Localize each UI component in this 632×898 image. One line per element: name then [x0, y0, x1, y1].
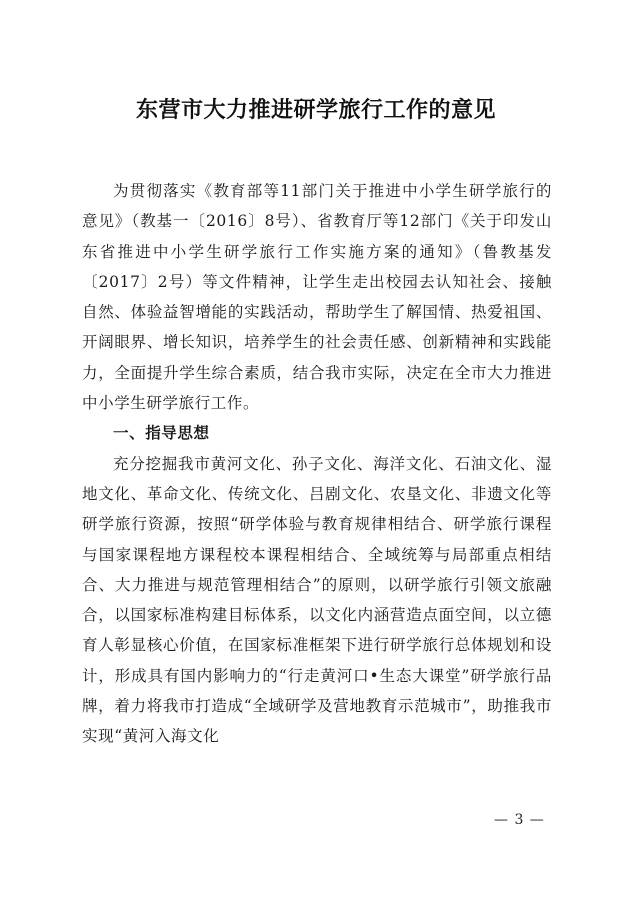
document-body: [82, 176, 552, 752]
page-number: — 3 —: [494, 812, 545, 828]
intro-paragraph: 为贯彻落实《教育部等11部门关于推进中小学生研学旅行的意见》（教基一〔2016〕8号）、省教育厅等12部门《关于印发山东省推进中小学生研学旅行工作实施方案的通知》（鲁教基发〔2017〕2号）等文件精神，让学生走出校园去认知社会、接触自然、体验益智增能的实践活动，帮助学生了解国情、热爱祖国、开阔眼界、增长知识，培养学生的社会责任感、创新精神和实践能力，全面提升学生综合素质，结合我市实际，决定在全市大力推进中小学生研学旅行工作。: [82, 182, 552, 413]
section-paragraph: 充分挖掘我市黄河文化、孙子文化、海洋文化、石油文化、湿地文化、革命文化、传统文化、吕剧文化、农垦文化、非遗文化等研学旅行资源，按照“研学体验与教育规律相结合、研学旅行课程与国家课程地方课程校本课程相结合、全域统筹与局部重点相结合、大力推进与规范管理相结合”的原则，以研学旅行引领文旅融合，以国家标准构建目标体系，以文化内涵营造点面空间，以立德育人彰显核心价值，在国家标准框架下进行研学旅行总体规划和设计，形成具有国内影响力的“行走黄河口•生态大课堂”研学旅行品牌，着力将我市打造成“全域研学及营地教育示范城市”，助推我市实现“黄河入海文化: [82, 454, 552, 746]
document-title: 东营市大力推进研学旅行工作的意见: [135, 97, 496, 123]
section-heading: 一、指导思想: [113, 424, 210, 443]
